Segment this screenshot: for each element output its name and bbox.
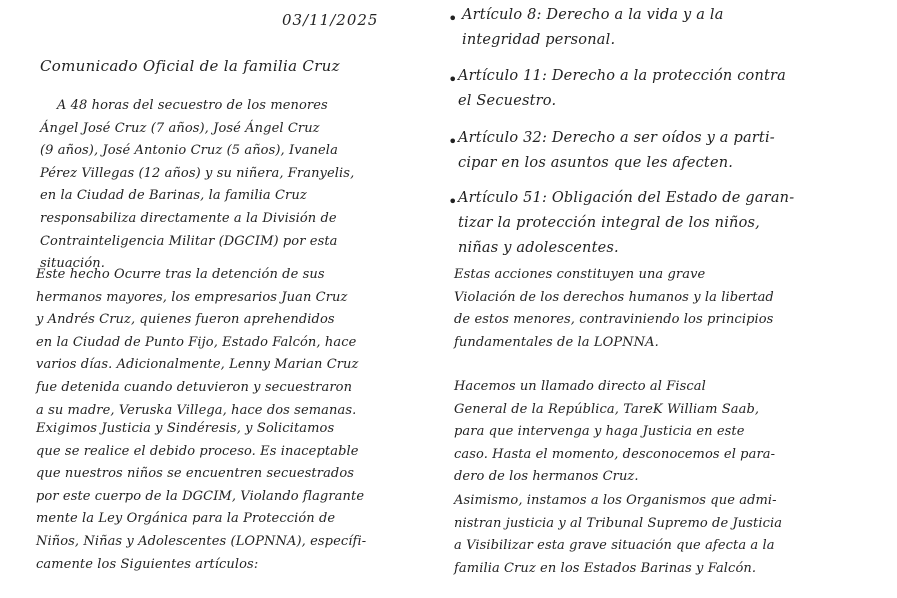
- article-32-text: Artículo 32: Derecho a ser oídos y a parti- cipar en los asuntos que les afecten.: [458, 130, 775, 171]
- bullet-mark: •: [448, 192, 458, 211]
- paragraph-violation: Estas acciones constituyen una grave Violación de los derechos humanos y la libertad de estos menores, contraviniendo los principios fundamentales de la LOPNNA.: [454, 267, 774, 350]
- letter-date: 03/11/2025: [282, 11, 379, 29]
- article-8-text: Artículo 8: Derecho a la vida y a la integridad personal.: [462, 7, 724, 48]
- letter-title: Comunicado Oficial de la familia Cruz: [40, 57, 340, 75]
- bullet-mark: •: [448, 9, 458, 28]
- bullet-mark: •: [448, 132, 458, 151]
- paragraph-demand: Exigimos Justicia y Sindéresis, y Solicitamos que se realice el debido proceso. Es inaceptable que nuestros niños se encuentren secuestrados por este cuerpo de la DGCIM, Violando flagrante mente la Ley Orgánica para la Protección de Niños, Niñas y Adolescentes (LOPNNA), específi- camente los Siguientes artículos:: [36, 421, 367, 572]
- article-11-text: Artículo 11: Derecho a la protección contra el Secuestro.: [458, 68, 787, 109]
- paragraph-abduction: A 48 horas del secuestro de los menores Ángel José Cruz (7 años), José Ángel Cruz (9 años), José Antonio Cruz (5 años), Ivanela Pérez Villegas (12 años) y su niñera, Franyelis, en la Ciudad de Barinas, la familia Cruz responsabiliza directamente a la División de Contrainteligencia Militar (DGCIM) por esta situación.: [40, 98, 355, 272]
- paragraph-prosecutor-call: Hacemos un llamado directo al Fiscal General de la República, TareK William Saab, para que intervenga y haga Justicia en este caso. Hasta el momento, desconocemos el para- dero de los hermanos Cruz.: [454, 379, 776, 485]
- bullet-mark: •: [448, 70, 458, 89]
- paragraph-tribunal-call: Asimismo, instamos a los Organismos que admi- nistran justicia y al Tribunal Supremo de Justicia a Visibilizar esta grave situación que afecta a la familia Cruz en los Estados Barinas y Falcón.: [454, 493, 783, 576]
- article-51-text: Artículo 51: Obligación del Estado de garan- tizar la protección integral de los niños, niñas y adolescentes.: [458, 190, 795, 256]
- paragraph-detention: Este hecho Ocurre tras la detención de sus hermanos mayores, los empresarios Juan Cruz y Andrés Cruz, quienes fueron aprehendidos en la Ciudad de Punto Fijo, Estado Falcón, hace varios días. Adicionalmente, Lenny Marian Cruz fue detenida cuando detuvieron y secuestraron a su madre, Veruska Villega, hace dos semanas.: [36, 267, 359, 418]
